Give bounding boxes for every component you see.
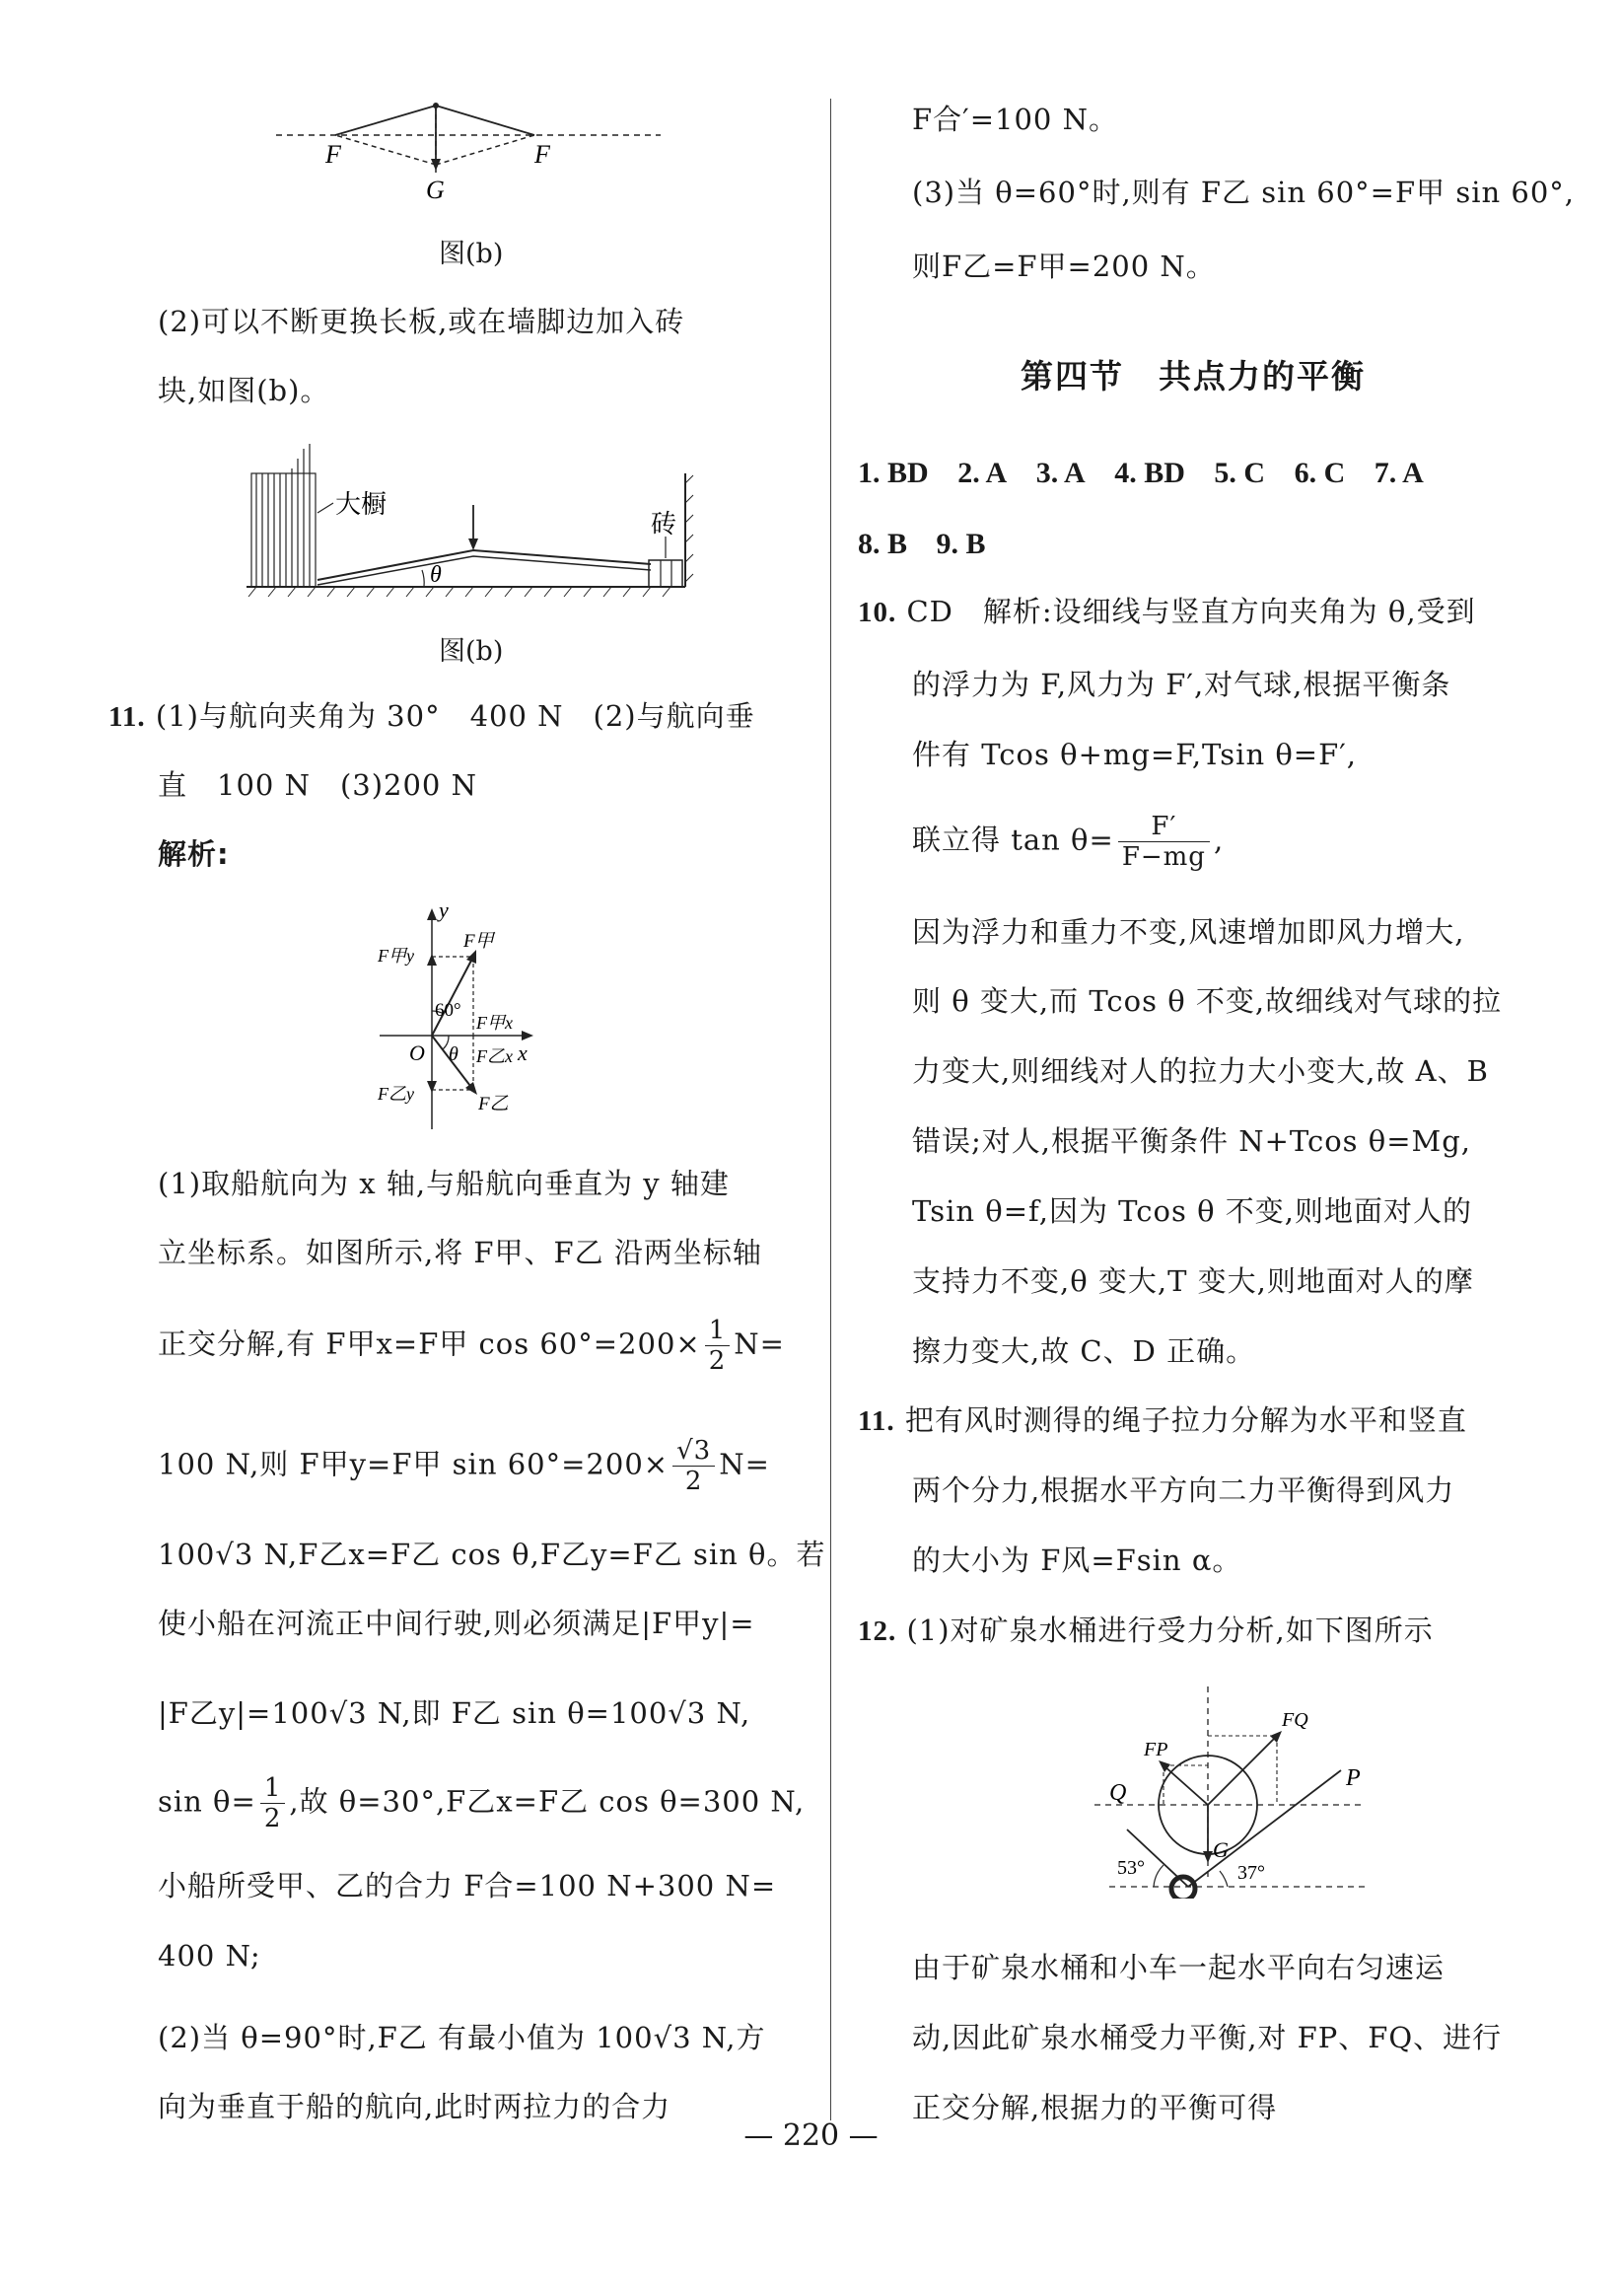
q11-analysis-line6: 使小船在河流正中间行驶,则必须满足|F甲y|= <box>158 1607 755 1640</box>
q10-line10: 支持力不变,θ 变大,T 变大,则地面对人的摩 <box>912 1264 1474 1298</box>
answer-4: 4. BD <box>1114 457 1185 489</box>
q11-analysis-line5: 100√3 N,F乙x=F乙 cos θ,F乙y=F乙 sin θ。若 <box>158 1538 826 1571</box>
column-divider <box>830 99 831 2120</box>
q11-fig-o: O <box>409 1040 425 1065</box>
q11-l3-frac-n: 1 <box>705 1316 731 1346</box>
answer-5: 5. C <box>1214 457 1266 489</box>
q11-l8b: ,故 θ=30°,F乙x=F乙 cos θ=300 N, <box>289 1784 806 1819</box>
q11-fig-fjiay: F甲y <box>378 946 414 966</box>
answer-7: 7. A <box>1374 457 1424 489</box>
q11-fig-angle60: 60° <box>435 1000 461 1021</box>
right-line2: (3)当 θ=60°时,则有 F乙 sin 60°=F甲 sin 60°, <box>912 176 1575 209</box>
right-line1: F合′=100 N。 <box>912 103 1118 136</box>
q10-l4-frac <box>1118 812 1210 872</box>
q11-l3-frac-d: 2 <box>708 1346 727 1376</box>
q11-fig-fyix: F乙x <box>476 1046 513 1066</box>
figure-b-cabinet-diagram <box>247 434 700 602</box>
q12-fig-g: G <box>1213 1837 1229 1862</box>
figure-b-caption-1: 图(b) <box>439 239 504 269</box>
fig-b2-label-brick: 砖 <box>651 510 677 539</box>
q11-fig-fjiax: F甲x <box>476 1013 513 1033</box>
q12-line2: 由于矿泉水桶和小车一起水平向右匀速运 <box>912 1951 1446 1984</box>
q11-analysis-line2: 立坐标系。如图所示,将 F甲、F乙 沿两坐标轴 <box>158 1236 762 1269</box>
q12-line3: 动,因此矿泉水桶受力平衡,对 FP、FQ、进行 <box>912 2021 1503 2054</box>
q11-l8-frac-n: 1 <box>260 1773 286 1804</box>
q11-l4a: 100 N,则 F甲y=F甲 sin 60°=200× <box>158 1447 670 1481</box>
q12-fig-p: P <box>1346 1765 1361 1791</box>
q10-line5: 因为浮力和重力不变,风速增加即风力增大, <box>912 915 1465 949</box>
q11-fig-fyi: F乙 <box>478 1094 509 1114</box>
answers-row2 <box>858 525 1008 564</box>
q11-l8a: sin θ= <box>158 1784 256 1819</box>
q12-fig-q: Q <box>1109 1780 1127 1806</box>
q11-l3a: 正交分解,有 F甲x=F甲 cos 60°=200× <box>158 1327 701 1361</box>
q12-fig-a53: 53° <box>1117 1857 1145 1879</box>
q12-number: 12. <box>858 1615 897 1647</box>
q11-number: 11. <box>108 701 146 733</box>
q11-l8-frac <box>260 1773 286 1833</box>
q10-line8: 错误;对人,根据平衡条件 N+Tcos θ=Mg, <box>912 1124 1472 1158</box>
answer-1: 1. BD <box>858 457 929 489</box>
q11r-number: 11. <box>858 1405 895 1437</box>
answer-2: 2. A <box>957 457 1008 489</box>
q10-line6: 则 θ 变大,而 Tcos θ 不变,故细线对气球的拉 <box>912 984 1503 1018</box>
q11-coordinate-diagram <box>370 902 587 1134</box>
q11-analysis-line3 <box>158 1316 785 1376</box>
q11r-line1-text: 把有风时测得的绳子拉力分解为水平和竖直 <box>904 1403 1467 1437</box>
q11-analysis-line1: (1)取船航向为 x 轴,与船航向垂直为 y 轴建 <box>158 1167 730 1200</box>
q11-fig-fjia: F甲 <box>463 931 494 952</box>
answer-8: 8. B <box>858 528 908 560</box>
q10-number: 10. <box>858 597 897 628</box>
q11-line2: 直 100 N (3)200 N <box>158 768 477 802</box>
q11-l4-frac <box>672 1436 715 1496</box>
q10-line4 <box>912 812 1224 872</box>
answer-3: 3. A <box>1035 457 1086 489</box>
q10-line9: Tsin θ=f,因为 Tcos θ 不变,则地面对人的 <box>912 1194 1472 1228</box>
q12-fig-fq: FQ <box>1282 1709 1308 1731</box>
fig-b2-label-cabinet: 大橱 <box>335 490 388 520</box>
q11-l3b: N= <box>734 1327 785 1361</box>
fig-b-label-f-left: F <box>325 140 341 169</box>
q11-analysis-line4 <box>158 1436 770 1496</box>
section-title: 第四节 共点力的平衡 <box>1021 357 1366 395</box>
q11r-line3: 的大小为 F风=Fsin α。 <box>912 1543 1242 1577</box>
q11-l3-frac <box>705 1316 731 1376</box>
q11-analysis-line8 <box>158 1773 805 1833</box>
q10-l4-frac-d: F−mg <box>1121 842 1206 872</box>
q11-fig-theta: θ <box>449 1043 458 1065</box>
q11-fig-x: x <box>518 1040 528 1065</box>
q12-force-diagram <box>1080 1682 1375 1899</box>
q12-line1 <box>858 1611 1434 1651</box>
q11-analysis-line9: 小船所受甲、乙的合力 F合=100 N+300 N= <box>158 1869 777 1902</box>
q12-fig-fp: FP <box>1144 1739 1168 1760</box>
q11-fig-fyiy: F乙y <box>378 1084 414 1104</box>
answer-6: 6. C <box>1294 457 1346 489</box>
fig-b-label-f-right: F <box>534 140 550 169</box>
q11r-line2: 两个分力,根据水平方向二力平衡得到风力 <box>912 1473 1455 1507</box>
q10-part2-line1: (2)可以不断更换长板,或在墙脚边加入砖 <box>158 305 685 338</box>
q10-l4b: , <box>1213 823 1225 857</box>
fig-b-label-g: G <box>426 176 445 204</box>
q10-line7: 力变大,则细线对人的拉力大小变大,故 A、B <box>912 1054 1489 1088</box>
page-number: — 220 — <box>743 2118 879 2153</box>
q11-analysis-line7: |F乙y|=100√3 N,即 F乙 sin θ=100√3 N, <box>158 1696 751 1730</box>
q11-fig-y: y <box>439 902 449 922</box>
right-line3: 则F乙=F甲=200 N。 <box>912 250 1216 283</box>
q10-line3: 件有 Tcos θ+mg=F,Tsin θ=F′, <box>912 738 1358 771</box>
q10-l4-frac-n: F′ <box>1118 812 1210 842</box>
q10-line1 <box>858 592 1476 632</box>
answer-9: 9. B <box>936 528 986 560</box>
q10-line2: 的浮力为 F,风力为 F′,对气球,根据平衡条 <box>912 668 1451 701</box>
q11-line1 <box>108 696 755 737</box>
q11-l8-frac-d: 2 <box>263 1804 282 1833</box>
q11-l4-frac-n: √3 <box>672 1436 715 1467</box>
q10-l4a: 联立得 tan θ= <box>912 823 1114 857</box>
q10-line1-text: CD 解析:设细线与竖直方向夹角为 θ,受到 <box>906 595 1476 628</box>
q12-line4: 正交分解,根据力的平衡可得 <box>912 2091 1278 2124</box>
q12-line1-text: (1)对矿泉水桶进行受力分析,如下图所示 <box>906 1614 1434 1647</box>
q11-analysis-line11: (2)当 θ=90°时,F乙 有最小值为 100√3 N,方 <box>158 2021 766 2054</box>
q11-l4b: N= <box>719 1447 770 1481</box>
fig-b2-label-theta: θ <box>430 562 442 588</box>
q12-fig-a37: 37° <box>1237 1862 1265 1884</box>
q11-analysis-line10: 400 N; <box>158 1939 261 1973</box>
q10-line11: 擦力变大,故 C、D 正确。 <box>912 1334 1256 1368</box>
q10-part2-line2: 块,如图(b)。 <box>158 374 330 407</box>
figure-b-force-diagram <box>276 94 670 212</box>
figure-b-caption-2: 图(b) <box>439 636 504 667</box>
answers-row1 <box>858 454 1446 493</box>
q11-line1-text: (1)与航向夹角为 30° 400 N (2)与航向垂 <box>155 699 755 733</box>
q11-l4-frac-d: 2 <box>684 1467 703 1496</box>
q11r-line1 <box>858 1400 1467 1441</box>
q11-analysis-line12: 向为垂直于船的航向,此时两拉力的合力 <box>158 2090 671 2123</box>
q11-analysis-label: 解析: <box>158 837 230 871</box>
